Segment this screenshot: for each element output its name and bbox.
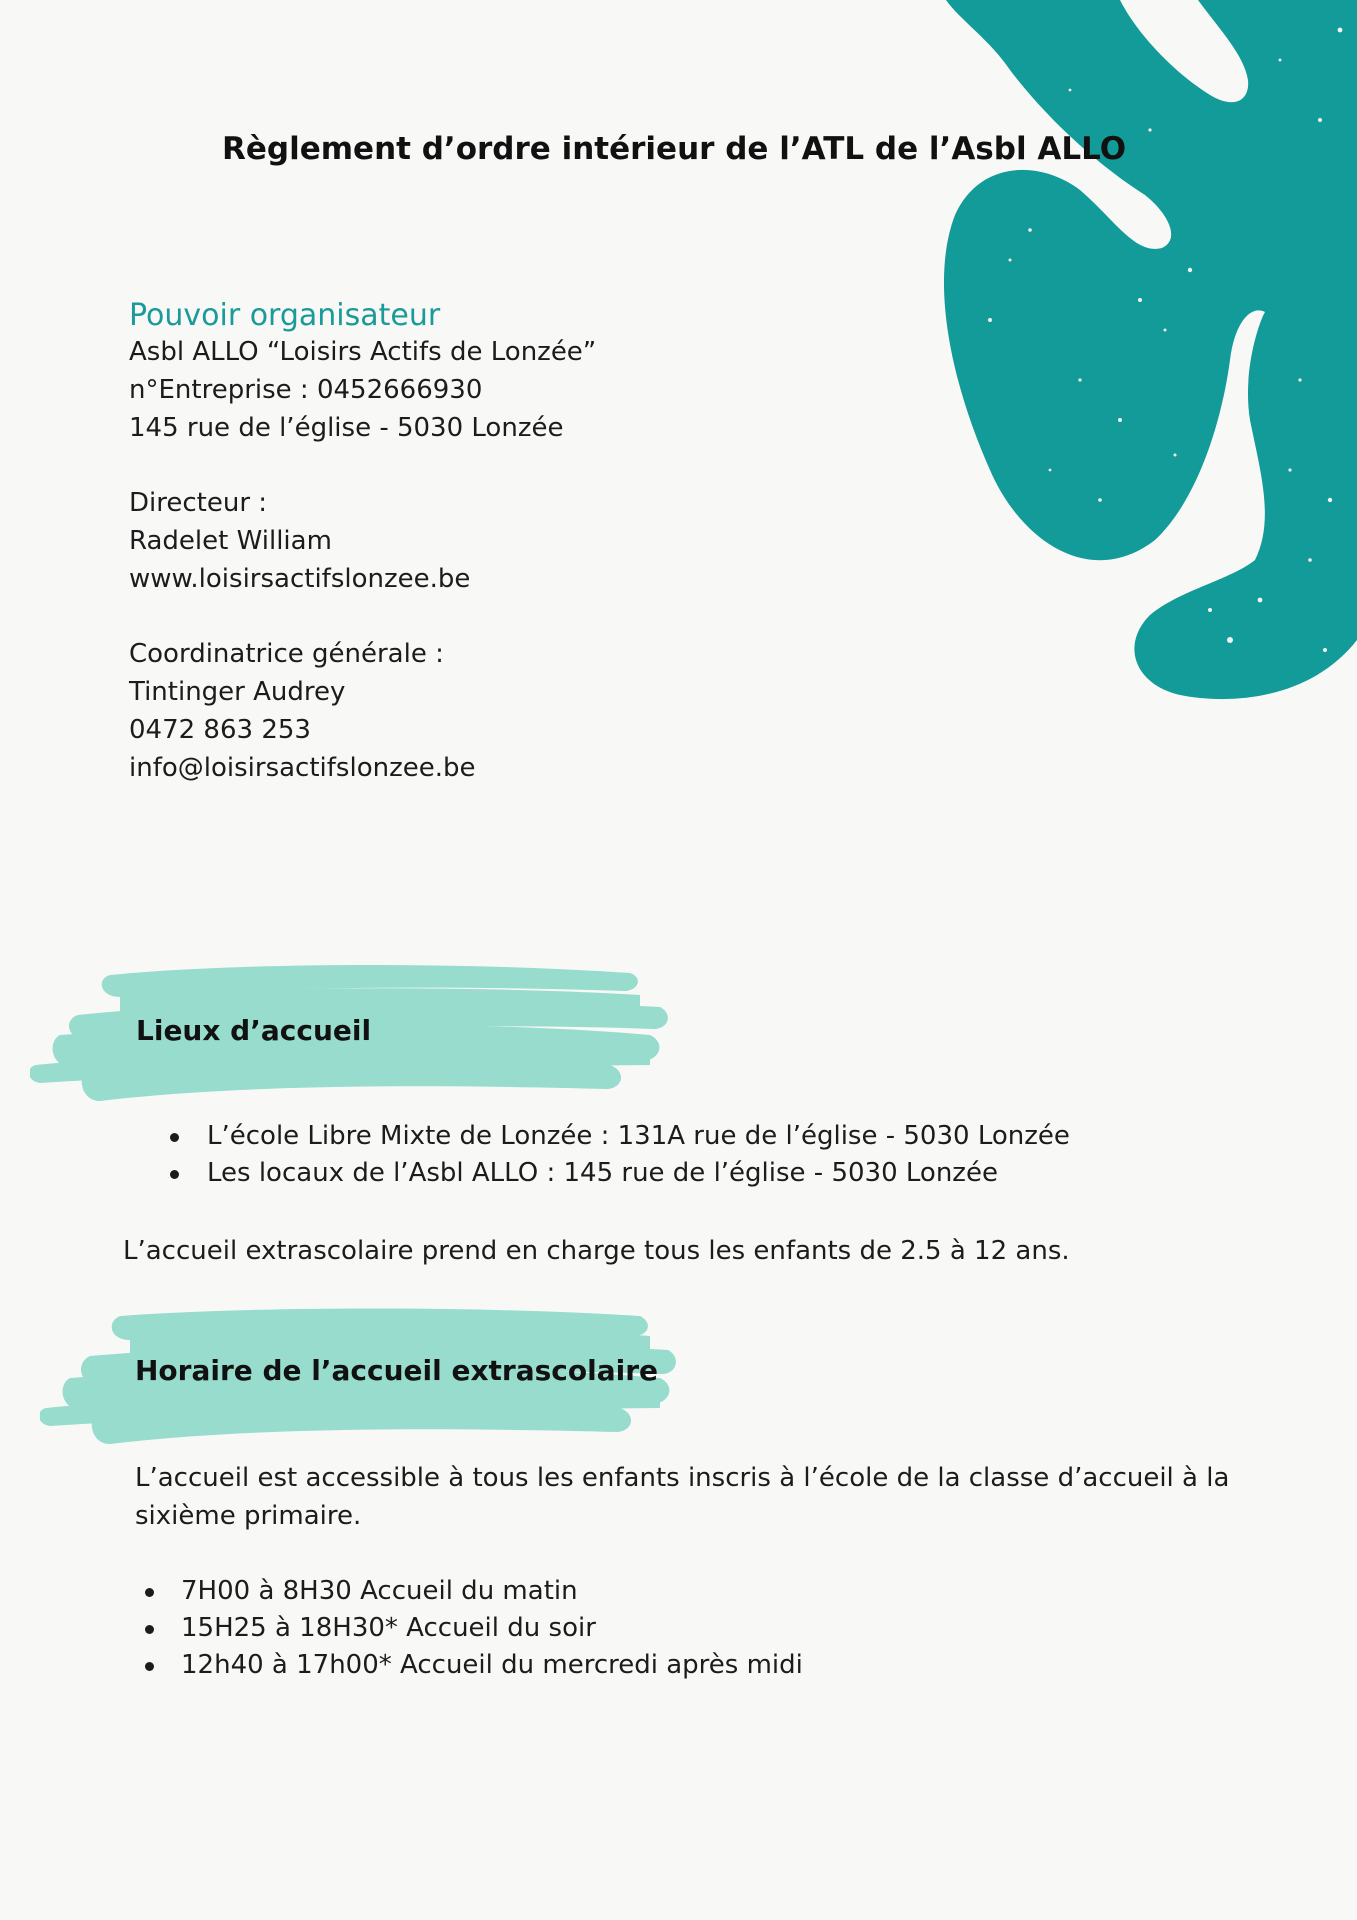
age-note: L’accueil extrascolaire prend en charge tous les enfants de 2.5 à 12 ans.: [123, 1236, 1070, 1266]
director-name: Radelet William: [129, 525, 332, 556]
organizer-address: 145 rue de l’église - 5030 Lonzée: [129, 412, 564, 443]
section-heading-lieux: Lieux d’accueil: [136, 1014, 372, 1047]
horaire-intro: L’accueil est accessible à tous les enfants inscris à l’école de la classe d’accueil à la sixième primaire.: [135, 1463, 1230, 1531]
lieux-list: [166, 1118, 1070, 1192]
list-item: L’école Libre Mixte de Lonzée : 131A rue de l’église - 5030 Lonzée: [166, 1118, 1070, 1155]
company-number: n°Entreprise : 0452666930: [129, 374, 483, 405]
horaire-list: [141, 1573, 803, 1684]
phone-number: 0472 863 253: [129, 714, 311, 745]
organizer-block: [129, 296, 889, 788]
list-item: 15H25 à 18H30* Accueil du soir: [141, 1610, 803, 1647]
section-heading-horaire: Horaire de l’accueil extrascolaire: [135, 1354, 659, 1387]
website-link[interactable]: www.loisirsactifslonzee.be: [129, 563, 471, 594]
list-item: 7H00 à 8H30 Accueil du matin: [141, 1573, 803, 1610]
list-item: Les locaux de l’Asbl ALLO : 145 rue de l’église - 5030 Lonzée: [166, 1155, 1070, 1192]
organizer-heading: Pouvoir organisateur: [129, 298, 441, 333]
page-title: Règlement d’ordre intérieur de l’ATL de l’Asbl ALLO: [222, 131, 1127, 167]
coordinator-name: Tintinger Audrey: [129, 677, 346, 708]
list-item: 12h40 à 17h00* Accueil du mercredi après midi: [141, 1647, 803, 1684]
organizer-name: Asbl ALLO “Loisirs Actifs de Lonzée”: [129, 337, 597, 367]
coordinator-label: Coordinatrice générale :: [129, 639, 444, 670]
email-link[interactable]: info@loisirsactifslonzee.be: [129, 752, 476, 783]
director-label: Directeur :: [129, 488, 268, 519]
decorative-blob: [930, 0, 1357, 720]
